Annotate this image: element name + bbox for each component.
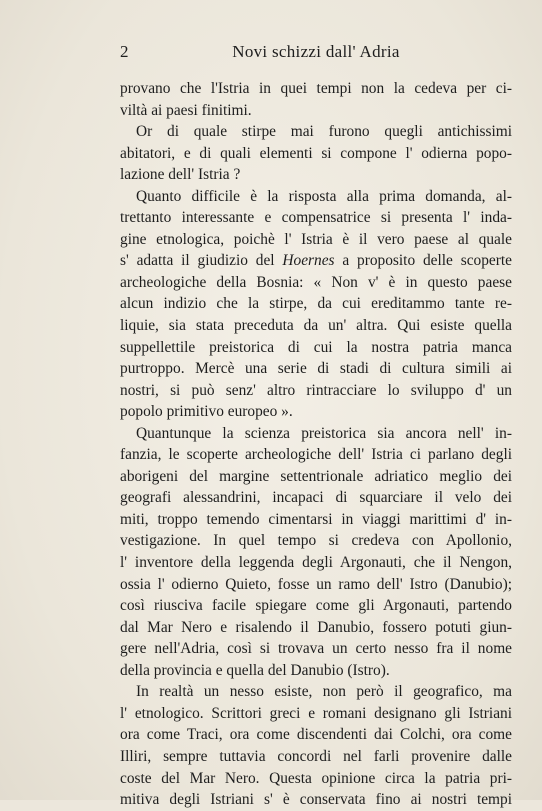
text-line: provano che l'Istria in quei tempi non la cedeva per ci- [120, 80, 512, 97]
text-line: miti, troppo temendo cimentarsi in viaggi marittimi d' in- [120, 510, 512, 528]
text-line: aborigeni del margine settentrionale adriatico meglio dei [120, 467, 512, 485]
text-line: ora come Traci, ora come discendenti dai Colchi, ora come [120, 726, 512, 744]
text-line: nostri, si può senz' altro rintracciare lo sviluppo d' un [120, 381, 512, 399]
text-line: viltà ai paesi finitimi. [120, 101, 252, 119]
text-line: l' etnologico. Scrittori greci e romani designano gli Istriani [120, 704, 512, 722]
text-line: gere nell'Adria, così si trovava un certo nesso fra il nome [120, 640, 512, 658]
text-line: coste del Mar Nero. Questa opinione circa la patria pri- [120, 769, 512, 787]
text-line: abitatori, e di quali elementi si compone l' odierna popo- [120, 144, 512, 162]
text-line: In realtà un nesso esiste, non però il geografico, ma [136, 683, 512, 701]
text-line: l' inventore della leggenda degli Argonauti, che il Nengon, [120, 554, 512, 572]
text-line: geografi alessandrini, incapaci di squarciare il velo dei [120, 489, 512, 507]
running-title: Novi schizzi dall' Adria [232, 42, 400, 61]
page-header [120, 42, 512, 64]
text-line: purtroppo. Mercè una serie di stadi di cultura simili ai [120, 360, 512, 378]
text-line: fanzia, le scoperte archeologiche dell' Istria ci parlano degli [120, 446, 512, 464]
text-line: della provincia e quella del Danubio (Istro). [120, 661, 390, 679]
text-line: Or di quale stirpe mai furono quegli antichissimi [136, 123, 512, 141]
page-number: 2 [120, 42, 129, 61]
text-line: così riusciva facile spiegare come gli Argonauti, partendo [120, 597, 512, 615]
text-line: gine etnologica, poichè l' Istria è il vero paese al quale [120, 230, 512, 248]
text-line: suppellettile preistorica di cui la nostra patria manca [120, 338, 512, 356]
text-line: liquie, sia stata preceduta da un' altra. Qui esiste quella [120, 317, 512, 335]
text-line: Illiri, sempre tuttavia concordi nel farli provenire dalle [120, 747, 512, 765]
text-line: trettanto interessante e compensatrice si presenta l' inda- [120, 209, 512, 227]
text-line: ossia l' odierno Quieto, fosse un ramo dell' Istro (Danubio); [120, 575, 512, 593]
text-line: Quantunque la scienza preistorica sia ancora nell' in- [136, 424, 512, 442]
text-line: lazione dell' Istria ? [120, 166, 241, 184]
body-text [120, 78, 512, 811]
text-line: archeologiche della Bosnia: « Non v' è in questo paese [120, 273, 512, 291]
text-line: popolo primitivo europeo ». [120, 403, 293, 421]
text-line: mitiva degli Istriani s' è conservata fino ai nostri tempi [120, 791, 512, 809]
text-line: Quanto difficile è la risposta alla prima domanda, al- [136, 187, 512, 205]
text-line: s' adatta il giudizio del Hoernes a proposito delle scoperte [120, 252, 512, 270]
text-line: dal Mar Nero e risalendo il Danubio, fossero potuti giun- [120, 618, 512, 636]
text-line: alcun indizio che la stirpe, da cui ereditammo tante re- [120, 295, 512, 313]
text-line: vestigazione. In quel tempo si credeva con Apollonio, [120, 532, 512, 550]
